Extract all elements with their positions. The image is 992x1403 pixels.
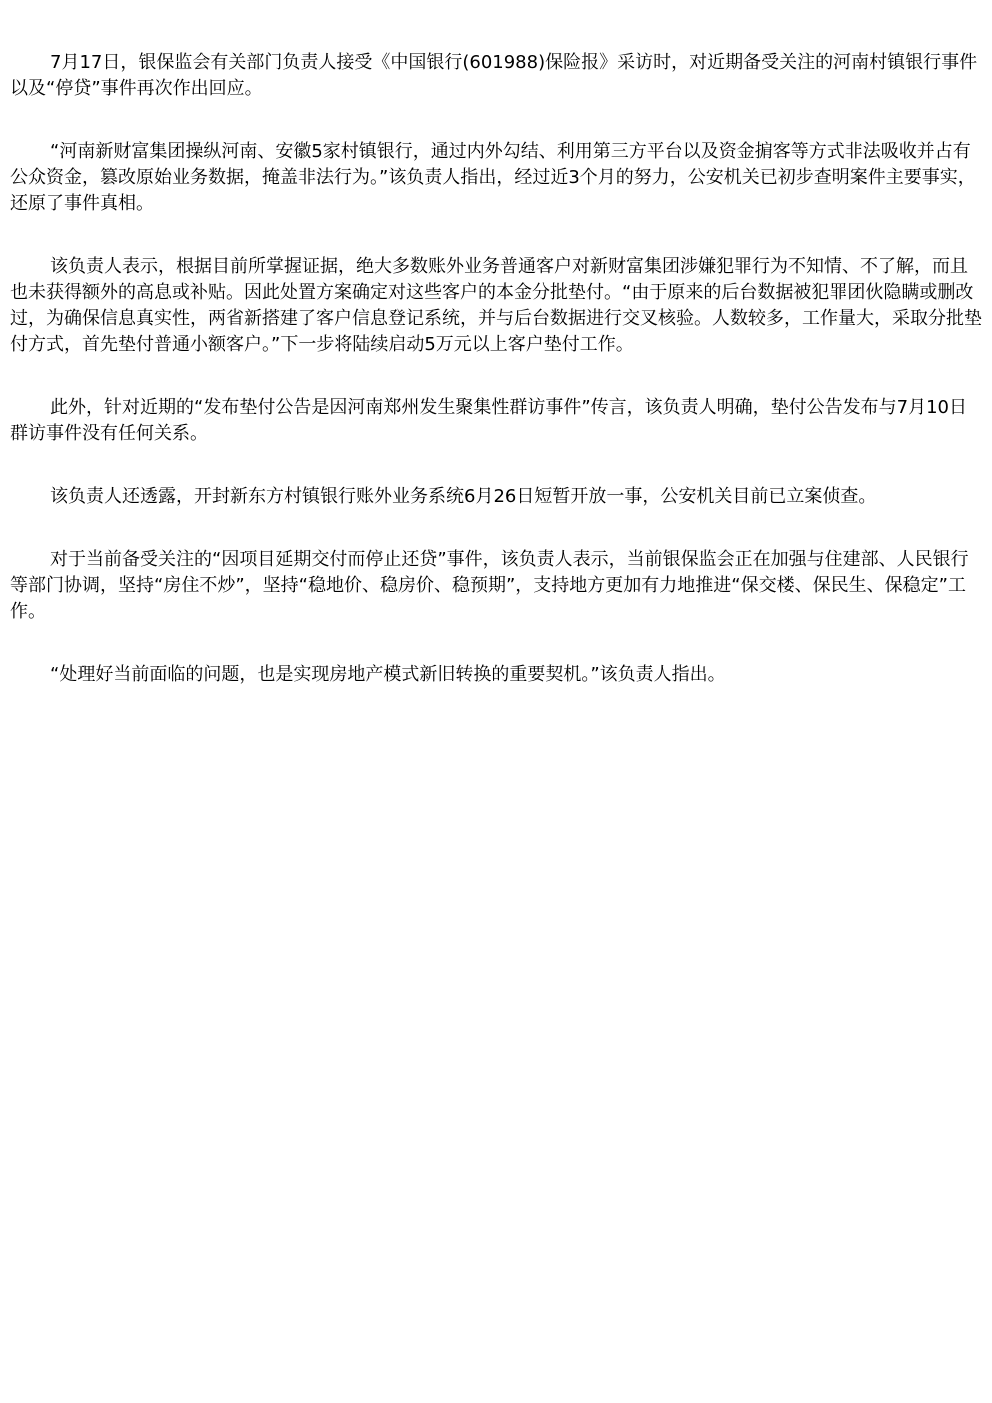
- paragraph-3: 该负责人表示，根据目前所掌握证据，绝大多数账外业务普通客户对新财富集团涉嫌犯罪行为不知情、不了解，而且也未获得额外的高息或补贴。因此处置方案确定对这些客户的本金分批垫付。“由于原来的后台数据被犯罪团伙隐瞒或删改过，为确保信息真实性，两省新搭建了客户信息登记系统，并与后台数据进行交叉核验。人数较多，工作量大，采取分批垫付方式，首先垫付普通小额客户。”下一步将陆续启动5万元以上客户垫付工作。: [10, 256, 982, 355]
- paragraph-5: 该负责人还透露，开封新东方村镇银行账外业务系统6月26日短暂开放一事，公安机关目前已立案侦查。: [50, 486, 877, 507]
- paragraph-7: “处理好当前面临的问题，也是实现房地产模式新旧转换的重要契机。”该负责人指出。: [50, 664, 726, 685]
- paragraph-1: 7月17日，银保监会有关部门负责人接受《中国银行(601988)保险报》采访时，对近期备受关注的河南村镇银行事件以及“停贷”事件再次作出回应。: [10, 52, 978, 99]
- article-body: [10, 50, 982, 725]
- paragraph-4: 此外，针对近期的“发布垫付公告是因河南郑州发生聚集性群访事件”传言，该负责人明确，垫付公告发布与7月10日群访事件没有任何关系。: [10, 397, 968, 444]
- paragraph-2: “河南新财富集团操纵河南、安徽5家村镇银行，通过内外勾结、利用第三方平台以及资金掮客等方式非法吸收并占有公众资金，篡改原始业务数据，掩盖非法行为。”该负责人指出，经过近3个月的努力，公安机关已初步查明案件主要事实，还原了事件真相。: [10, 141, 976, 214]
- paragraph-6: 对于当前备受关注的“因项目延期交付而停止还贷”事件，该负责人表示，当前银保监会正在加强与住建部、人民银行等部门协调，坚持“房住不炒”，坚持“稳地价、稳房价、稳预期”，支持地方更加有力地推进“保交楼、保民生、保稳定”工作。: [10, 549, 969, 622]
